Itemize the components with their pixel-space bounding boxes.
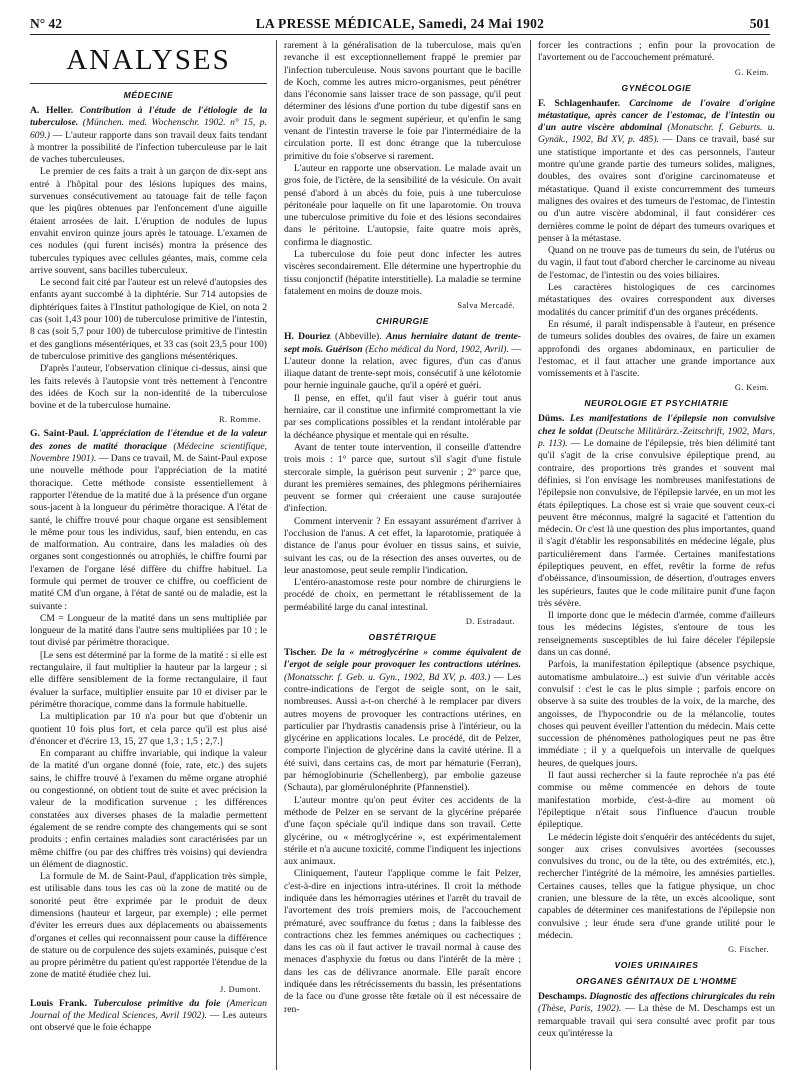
article-place: (Abbeville). — [335, 331, 382, 343]
article-author: Deschamps. — [538, 991, 587, 1003]
article-author: A. Heller. — [30, 105, 74, 116]
article-author: G. Saint-Paul. — [30, 428, 90, 440]
paragraph: La formule de M. de Saint-Paul, d'application très simple, est utilisable dans tous les cas où la zone de matité ou de sonorité peut être exprimée par le produit de deux dimensions (hauteur et largeur, par exemple) ; elle permet d'éviter les erreurs dues aux déplacements ou abaissements d'organes et celles qui reconnaissent pour cause la différence de stature ou de corpulence des sujets examinés, puisque c'est au propre périmètre du patient qu'est rapportée l'étendue de la zone de matité étudiée chez lui. — [30, 871, 267, 981]
article-author: F. Schlagenhaufer. — [538, 97, 621, 109]
article-title: De la « métroglycérine » comme équivalent de l'ergot de seigle pour provoquer les contractions utérines. — [284, 647, 521, 671]
signature: D. Estradaut. — [465, 617, 515, 627]
article-title: L'appréciation de l'étendue et de la valeur des zones de matité thoracique — [30, 428, 267, 452]
paragraph-continued: rarement à la généralisation de la tuberculose, mais qu'en revanche il est exceptionnellement frappé le premier par l'infection tuberculeuse. Nous savons pourtant que le bacille de Koch, comme les autres micro-organismes, peut pénétrer dans l'économie sans laisser trace de son passage, qu'il peut déterminer des lésions d'une portion du tube digestif sans en avoir produit dans le segment supérieur, et qu'enfin le sang venant de l'intestin traverse le foie par l'intermédiaire de la circulation porte. Il est donc étrange que la tuberculose primitive du foie s'observe si rarement. — [284, 40, 521, 162]
running-header — [30, 16, 770, 32]
article-title: Tuberculose primitive du foie — [93, 997, 221, 1009]
section-title-analyses: ANALYSES — [66, 44, 231, 76]
paragraph: Les caractères histologiques de ces carcinomes métastatiques des ovaires correspondent aux diverses modalités du cancer primitif d'un des organes précédents. — [538, 282, 775, 318]
article-citation: (Médecine scientifique, Novembre 1901). — [30, 440, 267, 465]
article-deschamps — [538, 991, 775, 1040]
article-author: Louis Frank. — [30, 997, 88, 1009]
paragraph: En comparant au chiffre invariable, qui indique la valeur de la matité d'un organe donné (foie, rate, etc.) des sujets sains, le chiffre trouvé à l'examen du même organe atrophié ou congestionné, on obtient tout de suite et avec précision la valeur de la modification survenue ; les différences constatées aux diverses phases de la maladie permettent également de se rendre compte des changements qui se sont produits ; enfin certaines maladies sont caractérisées par un même chiffre (ou par des chiffres très voisins) qui deviendra un élément de diagnostic. — [30, 748, 267, 870]
article-citation: (München. med. Wochenschr. 1902. n° 15, p. 609.) — [30, 117, 267, 141]
formula: CM = Longueur de la matité dans un sens multipliée par longueur de la matité dans l'autre sens multipliées par 10 ; le tout divisé par périmètre thoracique. — [30, 612, 267, 649]
paragraph: Quand on ne trouve pas de tumeurs du sein, de l'utérus ou du vagin, il faut tout d'abord chercher le carcinome au niveau de l'estomac, de l'intestin ou des voies biliaires. — [538, 245, 775, 281]
article-title: Carcinome de l'ovaire d'origine métastatique, après cancer de l'estomac, de l'intestin ou d'un autre viscère abdominal — [538, 97, 775, 134]
column-divider — [276, 40, 277, 1070]
signature: J. Dumont. — [220, 984, 261, 994]
signature: Salva Mercadé. — [457, 301, 515, 311]
article-author: Düms. — [538, 413, 565, 425]
section-heading-neurologie: NEUROLOGIE ET PSYCHIATRIE — [584, 398, 729, 409]
article-douriez — [284, 331, 521, 392]
article-text: — L'auteur rapporte dans son travail deux faits tendant à montrer la possibilité de l'infection tuberculeuse par le lait de vaches tuberculeuses. — [30, 129, 267, 166]
article-heller — [30, 105, 267, 166]
paragraph: Il pense, en effet, qu'il faut viser à guérir tout anus herniaire, car il constitue une infirmité compromettant la vie par ses complications possibles et la rendant intolérable par la déchéance physique et mentale qui en résulte. — [284, 392, 521, 441]
section-heading-chirurgie: CHIRURGIE — [375, 316, 430, 327]
article-dums — [538, 413, 775, 610]
paragraph: [Le sens est déterminé par la forme de la matité : si elle est rectangulaire, il faut multiplier la hauteur par la largeur ; si elle diffère sensiblement de la forme rectangulaire, il faut évaluer la surface, multiplier ensuite par 10 et diviser par le périmètre thoracique, comme dans la formule habituelle. — [30, 649, 267, 710]
article-citation: (Echo médical du Nord, 1902, Avril). — [365, 343, 509, 355]
article-text: — L'auteur donne la relation, avec figures, d'un cas d'anus iliaque datant de trente-sept mois, consécutif à une kélotomie pour hernie inguinale gauche, qu'il a opéré et guéri. — [284, 343, 521, 392]
signature: R. Romme. — [219, 415, 261, 425]
article-text: — Dans ce travail, basé sur une statistique importante et des cas personnels, l'auteur montre qu'une grande partie des tumeurs solides, malignes, doubles, des ovaires sont d'origine carcinomateuse et métastatique. Quand il existe concurremment des tumeurs malignes des ovaires et des tumeurs de l'estomac, de l'intestin ou d'un autre viscère abdominal, il faut considérer ces dernières comme le point de départ des tumeurs ovariques et penser à la métastase. — [538, 134, 775, 244]
column-2 — [284, 40, 521, 1076]
issue-number: N° 42 — [30, 16, 63, 31]
section-heading-gynecologie: GYNÉCOLOGIE — [621, 82, 692, 93]
section-heading-voies-urinaires: VOIES URINAIRES — [614, 960, 699, 971]
section-heading-obstetrique: OBSTÉTRIQUE — [368, 632, 437, 643]
article-title: Les manifestations de l'épilepsie non convulsive chez le soldat — [538, 413, 775, 437]
article-text: — La thèse de M. Deschamps est un remarquable travail qui sera consulté avec profit par tous ceux qu'intéresse la — [538, 1003, 775, 1040]
article-saint-paul — [30, 428, 267, 612]
article-citation: (Deutsche Militärärz.-Zeitschrift, 1902, Mars, p. 113). — [538, 425, 775, 450]
paragraph: Avant de tenter toute intervention, il conseille d'attendre trois mois : 1° parce que, surtout s'il s'agit d'une fistule stercorale simple, la guérison peut survenir ; 2° parce que, durant les premières semaines, des phlegmons périherniaires peuvent se former qui créeraient une cause surajoutée d'infection. — [284, 441, 521, 515]
paragraph: Le second fait cité par l'auteur est un relevé d'autopsies des enfants ayant succombé à la diphtérie. Sur 714 autopsies de diphtériques faites à l'Institut pathologique de Kiel, on nota 2 cas (soit 1,43 pour 100) de tuberculose primitive de l'intestin, 8 cas (soit 5,7 pour 100) de tuberculose primitive de l'intestin et des ganglions mésentériques, et 33 cas (soit 23,5 pour 100) de tuberculose primitive des ganglions mésentériques. — [30, 277, 267, 362]
signature: G. Keim. — [734, 67, 769, 77]
article-citation: (American Journal of the Medical Sciences, Avril 1902). — [30, 997, 267, 1022]
header-rule — [30, 34, 770, 35]
journal-title: LA PRESSE MÉDICALE, Samedi, 24 Mai 1902 — [255, 16, 545, 31]
signature: G. Fischer. — [728, 945, 769, 955]
article-frank — [30, 998, 267, 1035]
column-divider — [530, 40, 531, 1070]
section-heading-medecine: MÉDECINE — [123, 90, 174, 100]
column-1 — [30, 40, 267, 1076]
paragraph: En résumé, il paraît indispensable à l'auteur, en présence de tumeurs solides doubles des ovaires, de faire un examen approfondi des organes abdominaux, en particulier de l'estomac, et il faut attacher une grande importance aux vomissements et à l'ascite. — [538, 318, 775, 380]
article-schlagenhaufer — [538, 98, 775, 246]
paragraph: Comment intervenir ? En essayant assurément d'arriver à l'occlusion de l'anus. A cet effet, la laparotomie, pratiquée à distance de l'anus pour évoluer en tissus sains, et suivie, suivant les cas, ou de la résection des anses ouvertes, ou de leur anastomose, peut seule remplir l'indication. — [284, 515, 521, 576]
article-title: Diagnostic des affections chirurgicales du rein — [589, 991, 775, 1003]
section-subheading-organes-genitaux: ORGANES GÉNITAUX DE L'HOMME — [575, 976, 738, 987]
paragraph: La tuberculose du foie peut donc infecter les autres viscères secondairement. Elle détermine une hypertrophie du tissu conjonctif (hépatite interstitielle). La maladie se termine fatalement en moins de douze mois. — [284, 249, 521, 297]
article-text: — Dans ce travail, M. de Saint-Paul expose une nouvelle méthode pour l'appréciation de la matité thoracique. Cette méthode consiste essentiellement à rapporter l'étendue de la matité due à la présence d'un organe sous-jacent à la longueur du périmètre thoracique. A l'état de santé, le chiffre trouvé pour chaque organe est sensiblement le même pour tous les individus, sauf, bien entendu, en cas de malformation. Au contraire, dans les maladies où des organes sont congestionnés ou atrophiés, le chiffre fourni par l'examen de l'organe lésé diffère du chiffre habituel. La formule qui permet de trouver ce chiffre, ou coefficient de matité CM d'un organe, à l'état de santé ou de maladie, est la suivante : — [30, 453, 267, 612]
article-citation: (Monatschr. f. Geburts. u. Gynäk., 1902, Bd XV, p. 485). — [538, 122, 775, 146]
article-citation: (Monatsschr. f. Geb. u. Gyn., 1902, Bd XV, p. 403.) — [284, 671, 491, 683]
column-3 — [538, 40, 775, 1076]
paragraph-continued: forcer les contractions ; enfin pour la provocation de l'avortement ou de l'accouchement prématuré. — [538, 40, 775, 64]
article-author: Tischer. — [284, 647, 317, 659]
article-title: Contribution à l'étude de l'étiologie de la tuberculose. — [30, 105, 267, 129]
article-text: — Les contre-indications de l'ergot de seigle sont, on le sait, nombreuses. Aussi a-t-on cherché à le remplacer par divers autres moyens de provoquer les contractions utérines, en particulier par l'hydrastis canadensis prise à l'intérieur, ou la glycérine en applications locales. Le procédé, dit de Pelzer, comporte l'injection de glycérine dans la cavité utérine. Il a été suivi, dans certains cas, de mort par hématurie (Ferran), par hémoglobinurie (Schellenberg), par embolie gazeuse (Schauta), par glomérulonéphrite (Pfannenstiel). — [284, 671, 521, 794]
paragraph: L'auteur en rapporte une observation. Le malade avait un gros foie, de l'ictère, de la sensibilité de la vésicule. On avait pensé d'abord à un abcès du foie, puis à une tuberculose péritonéale pour laquelle on fit une laparotomie. On trouva une tuberculose primitive du foie et des lésions secondaires dans le péritoine. L'autopsie, faite quatre mois après, confirma le diagnostic. — [284, 162, 521, 248]
paragraph: D'après l'auteur, l'observation clinique ci-dessus, ainsi que les faits relevés à l'autopsie vont très nettement à l'encontre des idées de Koch sur la non-identité de la tuberculose bovine et de la tuberculose humaine. — [30, 363, 267, 412]
paragraph: Parfois, la manifestation épileptique (absence psychique, automatisme ambulatoire...) est suivie d'un véritable accès convulsif : c'est le cas le plus simple ; parfois encore on observe à sa suite des troubles de la voix, de la marche, des angoisses, de l'hypocondrie ou de la mélancolie, toutes choses qui peuvent éveiller l'attention du médecin. Mais cette succession de phénomènes pathologiques peut ne pas être immédiate ; il y a quelquefois un intervalle de quelques heures, de quelques jours. — [538, 659, 775, 769]
signature: G. Keim. — [734, 383, 769, 393]
article-text: — Les auteurs ont observé que le foie échappe — [30, 1010, 267, 1034]
divider — [30, 83, 267, 84]
paragraph: Il importe donc que le médecin d'armée, comme d'ailleurs tous les médecins légistes, s'entoure de tous les renseignements susceptibles de lui faire déceler l'épilepsie dans un cas donné. — [538, 610, 775, 659]
article-citation: (Thèse, Paris, 1902). — [538, 1003, 622, 1015]
article-text: — Le domaine de l'épilepsie, très bien délimité tant qu'il s'agit de la crise convulsive épileptique prend, au contraire, des proportions très grandes et souvent mal définies, si l'on envisage les nombreuses manifestations de l'épilepsie non convulsive, de l'épilepsie larvée, en un mot les états épileptiques. La chose est si vraie que souvent ceux-ci peuvent être méconnus, malgré la sagacité et l'attention du médecin. Or c'est là une question des plus importantes, quand il s'agit d'établir les responsabilités en médecine légale, plus particulièrement dans l'armée. Certaines manifestations épileptiques peuvent, en effet, revêtir la forme de refus d'obéissance, d'insoumission, de désertion, d'outrages envers les supérieurs, fautes que le code militaire punit d'une façon très sévère. — [538, 438, 775, 609]
page-number: 501 — [749, 16, 770, 31]
article-author: H. Douriez — [284, 331, 331, 343]
article-title: Anus herniaire datant de trente-sept mois. Guérison — [284, 331, 521, 355]
paragraph: Cliniquement, l'auteur l'applique comme le fait Pelzer, c'est-à-dire en injections intra-utérines. Il croit la méthode indiquée dans les hémorragies utérines et l'arrêt du travail de l'avortement des trois premiers mois, de l'accouchement prématuré, avec souffrance du fœtus ; dans la faiblesse des contractions chez les femmes anémiques ou cachectiques ; dans les cas où il faut activer le travail normal à cause des menaces d'asphyxie du fœtus ou dans l'intérêt de la mère ; dans les cas de délivrance anormale. Elle paraît encore indiquée dans les rétrécissements du bassin, les présentations de la face ou d'une grosse tête fœtale où il est nécessaire de ren- — [284, 868, 521, 1015]
paragraph: L'auteur montre qu'on peut éviter ces accidents de la méthode de Pelzer en se servant de la glycérine préparée d'une façon spéciale qu'il indique dans son travail. Cette glycérine, ou « métroglycérine », est expérimentalement stérile et n'a aucune toxicité, comme l'indiquent les injections aux animaux. — [284, 794, 521, 868]
paragraph: Le médecin légiste doit s'enquérir des antécédents du sujet, songer aux crises convulsives avortées (secousses convulsives du tronc, ou de la tête, ou des extrémités, etc.), rechercher l'intégrité de la mémoire, les amnésies partielles. Certaines causes, telles que la fatigue physique, un choc cranien, une blessure de la tête, un excès alcoolique, sont capables de déterminer ces manifestations de l'épilepsie non convulsive ; leur étude sera d'une grande utilité pour le médecin. — [538, 831, 775, 941]
paragraph: L'entéro-anastomose reste pour nombre de chirurgiens le procédé de choix, en permettant le rétablissement de la perméabilité large du canal intestinal. — [284, 577, 521, 613]
paragraph: Il faut aussi rechercher si la faute reprochée n'a pas été commise ou même commencée en dehors de toute manifestation morbide, c'est-à-dire au moment où l'épileptique n'était sous l'influence d'aucun trouble épileptique. — [538, 770, 775, 831]
paragraph: La multiplication par 10 n'a pour but que d'obtenir un quotient 10 fois plus fort, et cela parce qu'il est plus aisé d'énoncer et d'écrire 13, 15, 27 que 1,3 ; 1,5 ; 2,7.] — [30, 711, 267, 747]
article-tischer — [284, 647, 521, 795]
paragraph: Le premier de ces faits a trait à un garçon de dix-sept ans entré à l'hôpital pour des lésions lupiques des mains, survenues consécutivement au tatouage fait de telle façon que les piqûres obtenues par l'enfoncement d'une aiguille étaient arrosées de lait. L'éruption de nodules de lupus envahit environ quinze jours après le tatouage. L'examen de ces nodules (qui furent incisés) montra la présence des tubercules typiques avec cellules géantes, mais, comme cela arrive souvent, sans bacilles tuberculeux. — [30, 166, 267, 276]
